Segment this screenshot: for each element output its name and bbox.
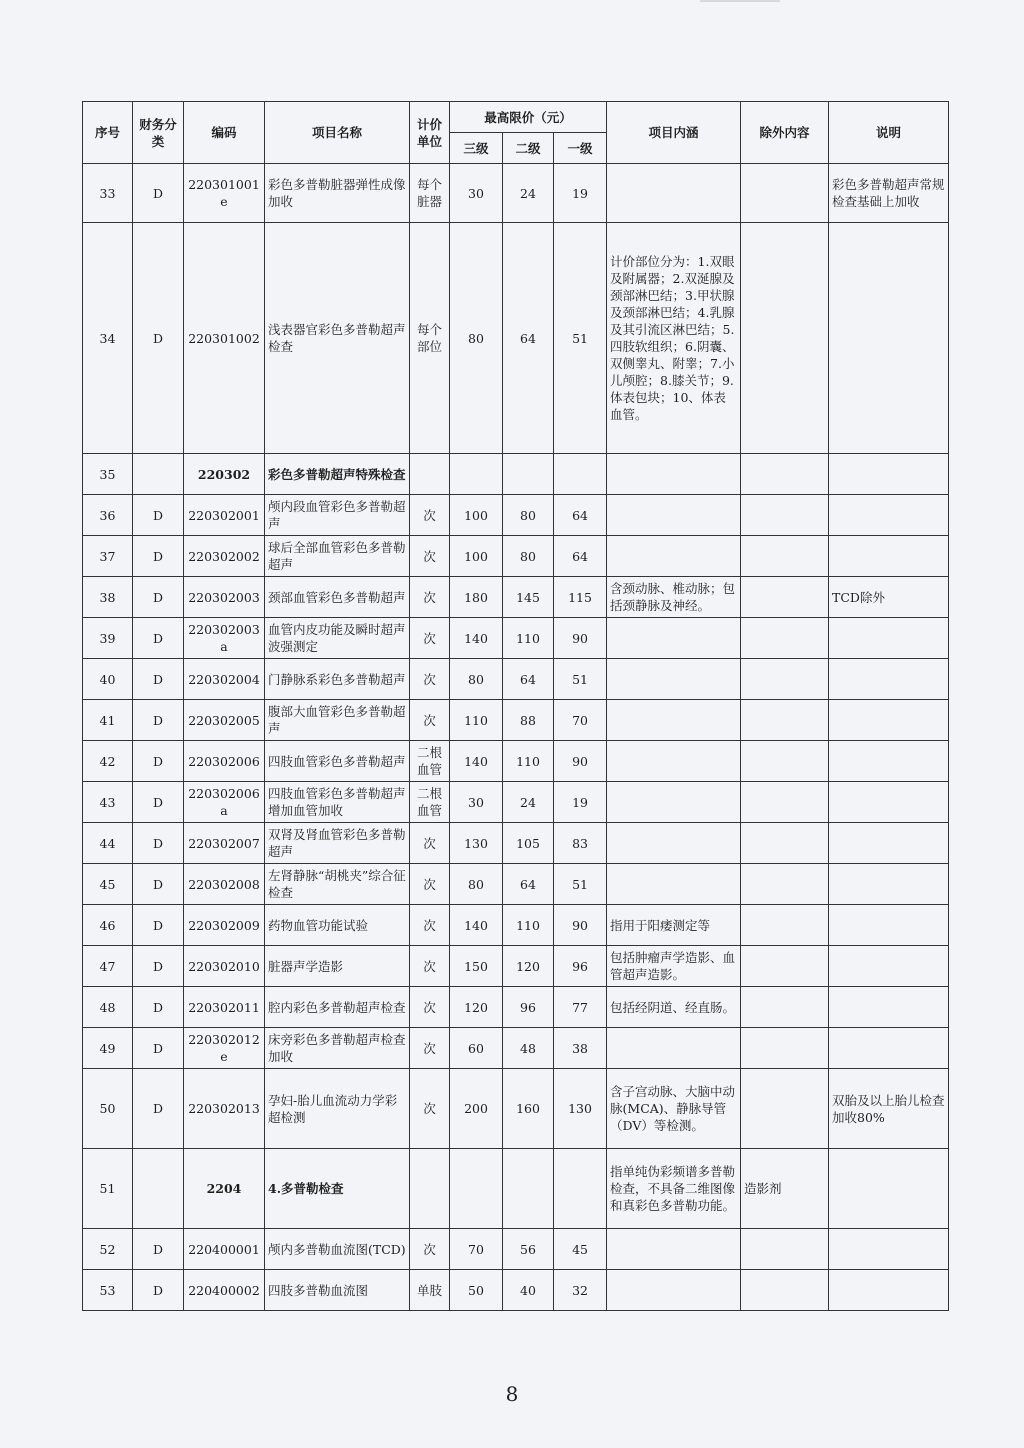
cell-code: 220302007 (184, 823, 265, 864)
cell-unit: 次 (410, 987, 450, 1028)
cell-fin: D (133, 1229, 184, 1270)
header-level1: 一级 (554, 133, 607, 164)
cell-name: 颅内多普勒血流图(TCD) (265, 1229, 410, 1270)
cell-fin: D (133, 700, 184, 741)
cell-name: 4.多普勒检查 (265, 1149, 410, 1229)
cell-name: 脏器声学造影 (265, 946, 410, 987)
cell-seq: 43 (83, 782, 133, 823)
cell-seq: 41 (83, 700, 133, 741)
cell-note (829, 1270, 949, 1311)
cell-name: 颅内段血管彩色多普勒超声 (265, 495, 410, 536)
cell-price1: 51 (554, 864, 607, 905)
cell-seq: 34 (83, 223, 133, 454)
cell-unit: 次 (410, 659, 450, 700)
cell-price2: 96 (503, 987, 554, 1028)
cell-content (607, 454, 741, 495)
cell-except (741, 536, 829, 577)
table-row (83, 741, 949, 782)
cell-price2: 120 (503, 946, 554, 987)
cell-price3: 80 (450, 864, 503, 905)
cell-note (829, 1229, 949, 1270)
cell-seq: 35 (83, 454, 133, 495)
cell-price2: 24 (503, 164, 554, 223)
cell-price3: 140 (450, 741, 503, 782)
cell-seq: 37 (83, 536, 133, 577)
cell-note (829, 495, 949, 536)
cell-unit (410, 1149, 450, 1229)
cell-content: 指单纯伪彩频谱多普勒检查，不具备二维图像和真彩色多普勒功能。 (607, 1149, 741, 1229)
table-row (83, 987, 949, 1028)
cell-price3: 140 (450, 905, 503, 946)
cell-unit: 次 (410, 700, 450, 741)
cell-fin: D (133, 1270, 184, 1311)
cell-price1 (554, 454, 607, 495)
price-table (82, 101, 949, 1311)
cell-seq: 38 (83, 577, 133, 618)
cell-fin: D (133, 1028, 184, 1069)
table-header (83, 102, 949, 164)
cell-seq: 36 (83, 495, 133, 536)
cell-name: 四肢血管彩色多普勒超声 (265, 741, 410, 782)
cell-price2: 145 (503, 577, 554, 618)
cell-code: 220302006 (184, 741, 265, 782)
cell-fin (133, 1149, 184, 1229)
cell-name: 四肢多普勒血流图 (265, 1270, 410, 1311)
cell-fin (133, 454, 184, 495)
cell-price3 (450, 454, 503, 495)
cell-price1: 90 (554, 618, 607, 659)
cell-name: 门静脉系彩色多普勒超声 (265, 659, 410, 700)
cell-price3: 100 (450, 495, 503, 536)
cell-content (607, 164, 741, 223)
cell-fin: D (133, 659, 184, 700)
cell-fin: D (133, 864, 184, 905)
cell-price2: 64 (503, 223, 554, 454)
cell-except (741, 577, 829, 618)
cell-unit: 二根血管 (410, 782, 450, 823)
cell-name: 四肢血管彩色多普勒超声增加血管加收 (265, 782, 410, 823)
cell-seq: 40 (83, 659, 133, 700)
cell-code: 220302004 (184, 659, 265, 700)
cell-code: 220302 (184, 454, 265, 495)
cell-note (829, 1028, 949, 1069)
cell-unit: 次 (410, 618, 450, 659)
cell-price2: 64 (503, 659, 554, 700)
cell-unit: 次 (410, 946, 450, 987)
cell-unit: 每个部位 (410, 223, 450, 454)
cell-price2: 24 (503, 782, 554, 823)
cell-content (607, 495, 741, 536)
cell-price2: 80 (503, 495, 554, 536)
cell-unit: 次 (410, 823, 450, 864)
table-row (83, 946, 949, 987)
cell-content (607, 823, 741, 864)
cell-unit: 次 (410, 905, 450, 946)
cell-content (607, 618, 741, 659)
cell-unit: 次 (410, 1069, 450, 1149)
cell-seq: 42 (83, 741, 133, 782)
cell-note (829, 659, 949, 700)
table-row (83, 223, 949, 454)
cell-unit (410, 454, 450, 495)
cell-price2: 110 (503, 905, 554, 946)
cell-unit: 次 (410, 864, 450, 905)
cell-except (741, 1229, 829, 1270)
header-level2: 二级 (503, 133, 554, 164)
header-maxprice: 最高限价（元） (450, 102, 607, 133)
cell-except (741, 1069, 829, 1149)
cell-note (829, 223, 949, 454)
cell-note (829, 700, 949, 741)
table-row (83, 1069, 949, 1149)
cell-price3: 150 (450, 946, 503, 987)
cell-fin: D (133, 536, 184, 577)
cell-content (607, 1229, 741, 1270)
cell-content: 计价部位分为：1.双眼及附属器；2.双涎腺及颈部淋巴结；3.甲状腺及颈部淋巴结；4.乳腺及其引流区淋巴结；5.四肢软组织；6.阴囊、双侧睾丸、附睾；7.小儿颅腔；8.膝关节；9.体表包块；10、体表血管。 (607, 223, 741, 454)
cell-fin: D (133, 164, 184, 223)
cell-code: 220302001 (184, 495, 265, 536)
table-row (83, 823, 949, 864)
header-unit: 计价单位 (410, 102, 450, 164)
cell-fin: D (133, 223, 184, 454)
cell-price1: 51 (554, 223, 607, 454)
cell-content: 指用于阳痿测定等 (607, 905, 741, 946)
table-row (83, 454, 949, 495)
cell-unit: 次 (410, 1229, 450, 1270)
cell-name: 孕妇-胎儿血流动力学彩超检测 (265, 1069, 410, 1149)
cell-price1: 64 (554, 536, 607, 577)
cell-price3: 30 (450, 782, 503, 823)
cell-unit: 次 (410, 1028, 450, 1069)
table-row (83, 618, 949, 659)
table-row (83, 164, 949, 223)
cell-price3: 120 (450, 987, 503, 1028)
cell-except (741, 1270, 829, 1311)
cell-price1: 70 (554, 700, 607, 741)
cell-name: 药物血管功能试验 (265, 905, 410, 946)
cell-except (741, 618, 829, 659)
cell-except (741, 864, 829, 905)
table-row (83, 700, 949, 741)
cell-name: 颈部血管彩色多普勒超声 (265, 577, 410, 618)
cell-price1: 77 (554, 987, 607, 1028)
cell-content (607, 864, 741, 905)
header-content: 项目内涵 (607, 102, 741, 164)
cell-except (741, 741, 829, 782)
cell-fin: D (133, 618, 184, 659)
cell-price2: 160 (503, 1069, 554, 1149)
cell-content: 包括肿瘤声学造影、血管超声造影。 (607, 946, 741, 987)
cell-price1: 90 (554, 905, 607, 946)
cell-fin: D (133, 577, 184, 618)
cell-price2: 105 (503, 823, 554, 864)
cell-except (741, 946, 829, 987)
cell-except (741, 164, 829, 223)
cell-price2: 56 (503, 1229, 554, 1270)
cell-note: 彩色多普勒超声常规检查基础上加收 (829, 164, 949, 223)
cell-except (741, 700, 829, 741)
cell-fin: D (133, 946, 184, 987)
cell-price3 (450, 1149, 503, 1229)
cell-price1: 19 (554, 164, 607, 223)
cell-seq: 50 (83, 1069, 133, 1149)
cell-code: 220302012e (184, 1028, 265, 1069)
cell-note (829, 782, 949, 823)
cell-seq: 33 (83, 164, 133, 223)
cell-unit: 每个脏器 (410, 164, 450, 223)
cell-price3: 30 (450, 164, 503, 223)
header-code: 编码 (184, 102, 265, 164)
cell-except (741, 987, 829, 1028)
cell-fin: D (133, 495, 184, 536)
cell-content (607, 536, 741, 577)
cell-price3: 110 (450, 700, 503, 741)
cell-name: 彩色多普勒超声特殊检查 (265, 454, 410, 495)
table-row (83, 1270, 949, 1311)
cell-price1: 83 (554, 823, 607, 864)
cell-price2: 48 (503, 1028, 554, 1069)
cell-content (607, 1028, 741, 1069)
cell-code: 220302006a (184, 782, 265, 823)
cell-price3: 200 (450, 1069, 503, 1149)
cell-price2: 40 (503, 1270, 554, 1311)
cell-name: 血管内皮功能及瞬时超声波强测定 (265, 618, 410, 659)
cell-note: TCD除外 (829, 577, 949, 618)
table-row (83, 1229, 949, 1270)
cell-name: 彩色多普勒脏器弹性成像加收 (265, 164, 410, 223)
cell-price3: 180 (450, 577, 503, 618)
cell-seq: 53 (83, 1270, 133, 1311)
header-seq: 序号 (83, 102, 133, 164)
cell-code: 220301001e (184, 164, 265, 223)
cell-seq: 51 (83, 1149, 133, 1229)
table-row (83, 659, 949, 700)
cell-code: 220302003a (184, 618, 265, 659)
cell-seq: 45 (83, 864, 133, 905)
cell-price3: 80 (450, 223, 503, 454)
cell-price1: 51 (554, 659, 607, 700)
cell-price3: 140 (450, 618, 503, 659)
cell-unit: 二根血管 (410, 741, 450, 782)
cell-price3: 60 (450, 1028, 503, 1069)
cell-price1 (554, 1149, 607, 1229)
cell-unit: 单肢 (410, 1270, 450, 1311)
cell-code: 220301002 (184, 223, 265, 454)
cell-price1: 115 (554, 577, 607, 618)
cell-content: 含颈动脉、椎动脉；包括颈静脉及神经。 (607, 577, 741, 618)
cell-name: 浅表器官彩色多普勒超声检查 (265, 223, 410, 454)
cell-price2: 110 (503, 741, 554, 782)
cell-note: 双胎及以上胎儿检查加收80% (829, 1069, 949, 1149)
cell-name: 左肾静脉“胡桃夹”综合征检查 (265, 864, 410, 905)
header-except: 除外内容 (741, 102, 829, 164)
cell-content: 包括经阴道、经直肠。 (607, 987, 741, 1028)
cell-note (829, 864, 949, 905)
cell-except: 造影剂 (741, 1149, 829, 1229)
cell-price3: 50 (450, 1270, 503, 1311)
cell-content (607, 700, 741, 741)
cell-note (829, 905, 949, 946)
cell-note (829, 741, 949, 782)
cell-seq: 46 (83, 905, 133, 946)
page-number: 8 (505, 1382, 519, 1406)
cell-price1: 32 (554, 1270, 607, 1311)
cell-except (741, 223, 829, 454)
cell-note (829, 946, 949, 987)
cell-name: 床旁彩色多普勒超声检查加收 (265, 1028, 410, 1069)
cell-price1: 38 (554, 1028, 607, 1069)
cell-seq: 39 (83, 618, 133, 659)
cell-seq: 44 (83, 823, 133, 864)
cell-price3: 80 (450, 659, 503, 700)
header-note: 说明 (829, 102, 949, 164)
cell-name: 球后全部血管彩色多普勒超声 (265, 536, 410, 577)
cell-price1: 90 (554, 741, 607, 782)
cell-except (741, 659, 829, 700)
table-row (83, 864, 949, 905)
cell-price3: 130 (450, 823, 503, 864)
cell-fin: D (133, 782, 184, 823)
cell-code: 220400001 (184, 1229, 265, 1270)
header-level3: 三级 (450, 133, 503, 164)
cell-price1: 96 (554, 946, 607, 987)
cell-note (829, 823, 949, 864)
cell-code: 220302009 (184, 905, 265, 946)
cell-note (829, 536, 949, 577)
table-row (83, 1149, 949, 1229)
cell-except (741, 782, 829, 823)
cell-price3: 70 (450, 1229, 503, 1270)
cell-content: 含子宫动脉、大脑中动脉(MCA)、静脉导管（DV）等检测。 (607, 1069, 741, 1149)
cell-code: 220302013 (184, 1069, 265, 1149)
cell-code: 220302003 (184, 577, 265, 618)
cell-price2 (503, 1149, 554, 1229)
cell-seq: 48 (83, 987, 133, 1028)
cell-price2 (503, 454, 554, 495)
cell-seq: 49 (83, 1028, 133, 1069)
cell-code: 220302008 (184, 864, 265, 905)
cell-note (829, 454, 949, 495)
cell-price2: 110 (503, 618, 554, 659)
cell-except (741, 1028, 829, 1069)
table-row (83, 495, 949, 536)
table-row (83, 577, 949, 618)
cell-name: 腔内彩色多普勒超声检查 (265, 987, 410, 1028)
cell-content (607, 741, 741, 782)
cell-code: 220302002 (184, 536, 265, 577)
cell-code: 220400002 (184, 1270, 265, 1311)
cell-price3: 100 (450, 536, 503, 577)
cell-seq: 52 (83, 1229, 133, 1270)
cell-except (741, 495, 829, 536)
table-row (83, 536, 949, 577)
cell-price2: 80 (503, 536, 554, 577)
cell-code: 220302010 (184, 946, 265, 987)
cell-note (829, 987, 949, 1028)
cell-unit: 次 (410, 536, 450, 577)
cell-except (741, 905, 829, 946)
table-row (83, 1028, 949, 1069)
cell-code: 220302005 (184, 700, 265, 741)
cell-name: 双肾及肾血管彩色多普勒超声 (265, 823, 410, 864)
cell-price1: 19 (554, 782, 607, 823)
cell-content (607, 1270, 741, 1311)
table-body (83, 164, 949, 1311)
cell-fin: D (133, 823, 184, 864)
cell-note (829, 1149, 949, 1229)
cell-except (741, 454, 829, 495)
header-fin: 财务分类 (133, 102, 184, 164)
cell-unit: 次 (410, 495, 450, 536)
cell-price1: 64 (554, 495, 607, 536)
cell-price1: 130 (554, 1069, 607, 1149)
cell-name: 腹部大血管彩色多普勒超声 (265, 700, 410, 741)
cell-content (607, 659, 741, 700)
cell-price2: 88 (503, 700, 554, 741)
cell-fin: D (133, 905, 184, 946)
cell-unit: 次 (410, 577, 450, 618)
cell-code: 220302011 (184, 987, 265, 1028)
cell-price1: 45 (554, 1229, 607, 1270)
cell-seq: 47 (83, 946, 133, 987)
table-row (83, 905, 949, 946)
cell-fin: D (133, 987, 184, 1028)
cell-note (829, 618, 949, 659)
cell-price2: 64 (503, 864, 554, 905)
table-row (83, 782, 949, 823)
cell-content (607, 782, 741, 823)
scan-artifact (700, 0, 780, 2)
cell-fin: D (133, 741, 184, 782)
cell-except (741, 823, 829, 864)
header-name: 项目名称 (265, 102, 410, 164)
cell-fin: D (133, 1069, 184, 1149)
cell-code: 2204 (184, 1149, 265, 1229)
